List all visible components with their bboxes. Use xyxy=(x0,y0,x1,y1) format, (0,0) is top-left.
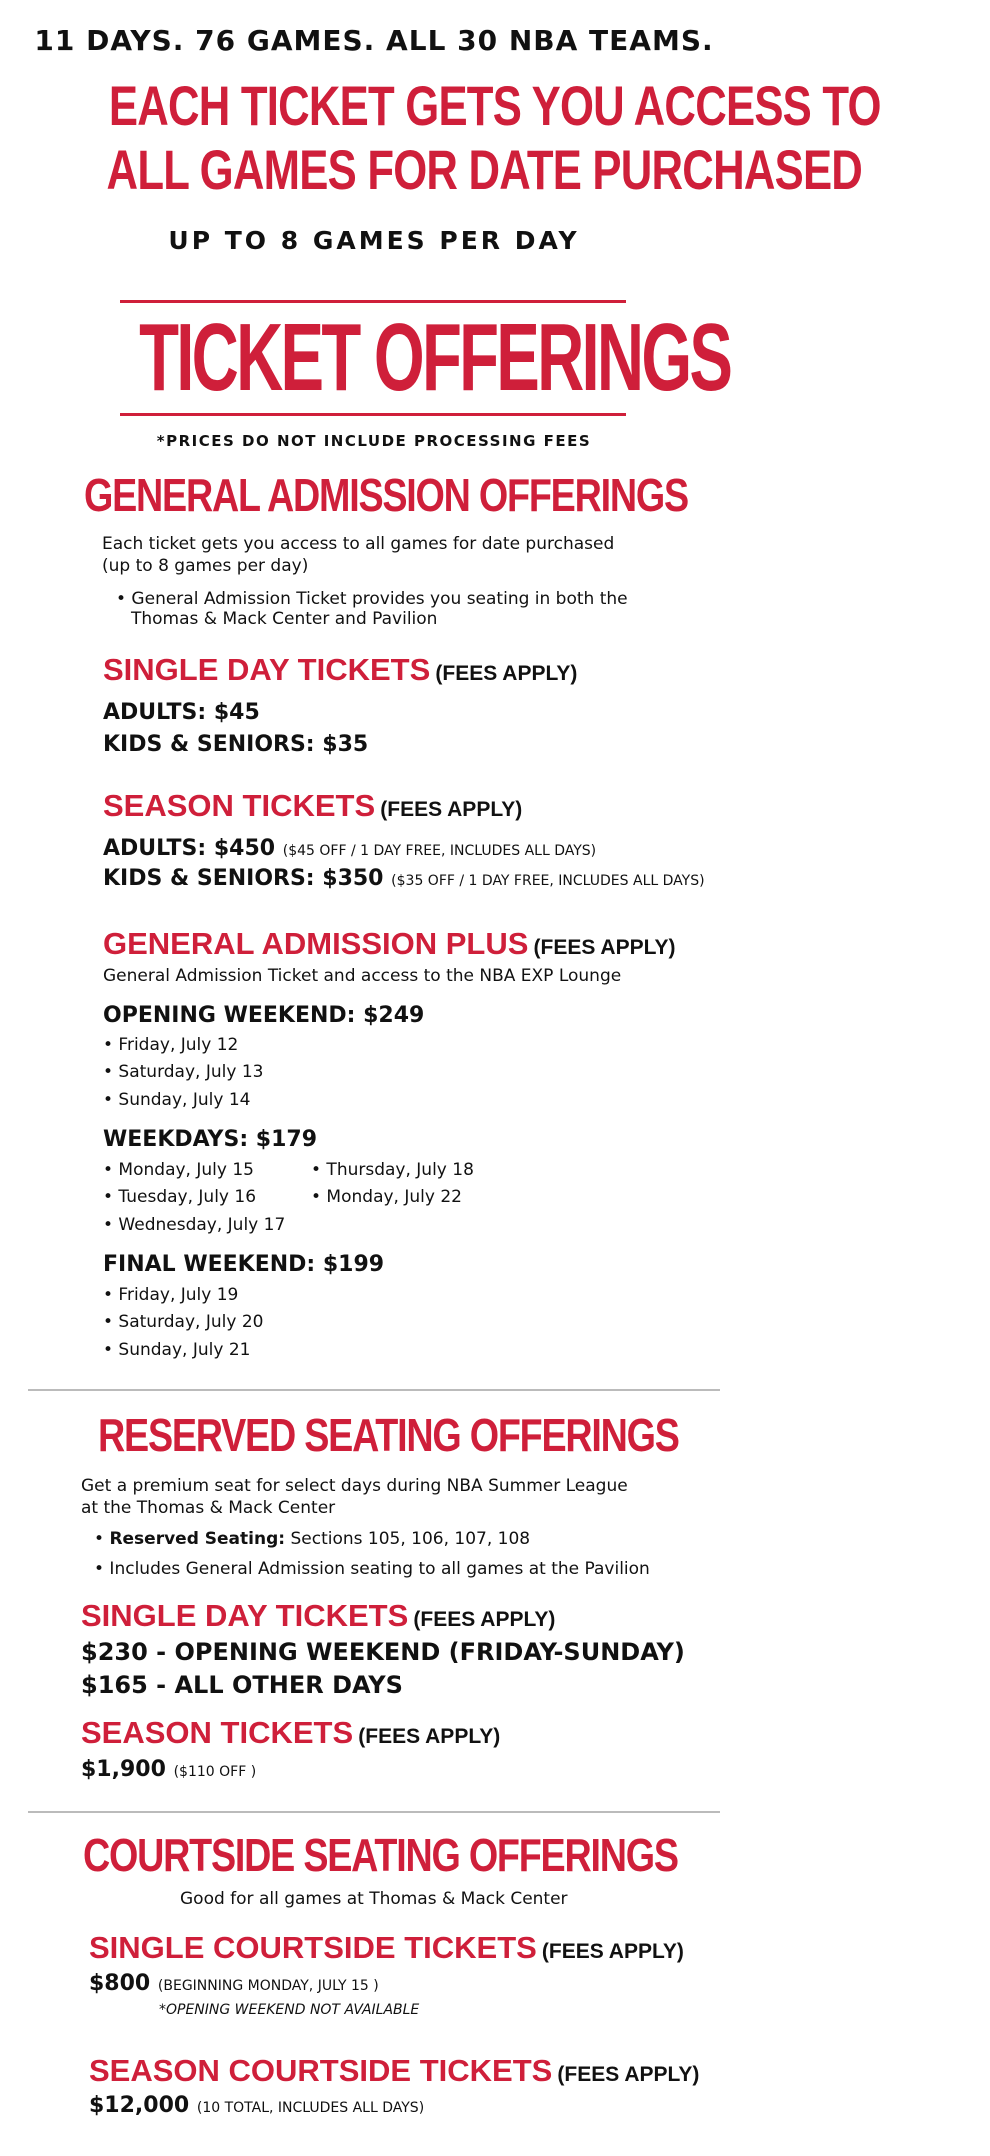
offerings-bottom-rule xyxy=(120,413,626,416)
opening-weekend-title: OPENING WEEKEND: $249 xyxy=(103,1003,425,1028)
general-bullet-2: Thomas & Mack Center and Pavilion xyxy=(131,609,438,629)
ga-plus-desc: General Admission Ticket and access to the NBA EXP Lounge xyxy=(103,966,622,986)
courtside-single-price: $800 xyxy=(89,1971,151,1996)
ga-season-kids-note: ($35 OFF / 1 DAY FREE, INCLUDES ALL DAYS) xyxy=(391,873,705,889)
reserved-bullet-2: • Includes General Admission seating to all games at the Pavilion xyxy=(94,1559,650,1579)
reserved-season-title: SEASON TICKETS xyxy=(81,1715,354,1750)
courtside-season-fees: (FEES APPLY) xyxy=(557,2063,700,2086)
ga-season-heading xyxy=(103,788,522,824)
weekday-5: • Monday, July 22 xyxy=(311,1187,462,1207)
courtside-single-fees: (FEES APPLY) xyxy=(541,1940,684,1963)
ga-single-kids: KIDS & SENIORS: $35 xyxy=(103,732,369,757)
ga-single-adults: ADULTS: $45 xyxy=(103,700,260,725)
opening-weekend-unavailable-note: *OPENING WEEKEND NOT AVAILABLE xyxy=(159,2002,420,2018)
games-per-day-subtitle: UP TO 8 GAMES PER DAY xyxy=(168,226,580,255)
ga-season-adults-note: ($45 OFF / 1 DAY FREE, INCLUDES ALL DAYS) xyxy=(282,843,597,859)
top-tagline: 11 DAYS. 76 GAMES. ALL 30 NBA TEAMS. xyxy=(34,24,714,57)
weekday-2: • Tuesday, July 16 xyxy=(103,1187,257,1207)
courtside-season-price: $12,000 xyxy=(89,2093,190,2118)
offerings-title-wrap xyxy=(0,303,748,413)
courtside-season-note: (10 TOTAL, INCLUDES ALL DAYS) xyxy=(196,2100,425,2116)
opening-day-2: • Saturday, July 13 xyxy=(103,1062,264,1082)
ga-plus-heading xyxy=(103,926,676,962)
weekday-3: • Wednesday, July 17 xyxy=(103,1215,286,1235)
ga-single-heading xyxy=(103,652,577,688)
general-bullet-1: • General Admission Ticket provides you seating in both the xyxy=(116,589,628,609)
general-desc-1: Each ticket gets you access to all games for date purchased xyxy=(102,534,615,554)
general-desc-2: (up to 8 games per day) xyxy=(102,556,309,576)
reserved-seating-title: RESERVED SEATING OFFERINGS xyxy=(98,1409,679,1461)
opening-day-3: • Sunday, July 14 xyxy=(103,1090,251,1110)
reserved-desc-1: Get a premium seat for select days during NBA Summer League xyxy=(81,1476,628,1496)
reserved-price-opening: $230 - OPENING WEEKEND (FRIDAY-SUNDAY) xyxy=(81,1638,685,1666)
courtside-season-title: SEASON COURTSIDE TICKETS xyxy=(89,2053,553,2088)
courtside-single-note: (BEGINNING MONDAY, JULY 15 ) xyxy=(157,1978,379,1994)
ga-single-title: SINGLE DAY TICKETS xyxy=(103,652,431,687)
reserved-single-fees: (FEES APPLY) xyxy=(413,1608,556,1631)
reserved-bullet-1-rest: Sections 105, 106, 107, 108 xyxy=(285,1529,531,1549)
reserved-single-title: SINGLE DAY TICKETS xyxy=(81,1598,409,1633)
weekday-4: • Thursday, July 18 xyxy=(311,1160,474,1180)
ga-season-kids: KIDS & SENIORS: $350 xyxy=(103,866,384,891)
hero-line-2-wrap xyxy=(0,138,863,202)
ga-plus-fees: (FEES APPLY) xyxy=(533,936,676,959)
reserved-desc-2: at the Thomas & Mack Center xyxy=(81,1498,336,1518)
ga-season-fees: (FEES APPLY) xyxy=(380,798,523,821)
general-title-wrap xyxy=(84,468,820,522)
reserved-title-wrap xyxy=(98,1408,806,1462)
ga-season-adults-row xyxy=(103,836,596,861)
final-day-3: • Sunday, July 21 xyxy=(103,1340,251,1360)
hero-line-2: ALL GAMES FOR DATE PURCHASED xyxy=(106,138,863,201)
weekday-1: • Monday, July 15 xyxy=(103,1160,254,1180)
reserved-season-fees: (FEES APPLY) xyxy=(358,1725,501,1748)
reserved-season-price: $1,900 xyxy=(81,1757,166,1782)
courtside-season-price-row xyxy=(89,2093,424,2118)
ga-single-fees: (FEES APPLY) xyxy=(435,662,578,685)
ga-season-title: SEASON TICKETS xyxy=(103,788,376,823)
hero-line-1: EACH TICKET GETS YOU ACCESS TO xyxy=(108,74,881,137)
opening-day-1: • Friday, July 12 xyxy=(103,1035,239,1055)
ga-season-adults: ADULTS: $450 xyxy=(103,836,276,861)
courtside-desc: Good for all games at Thomas & Mack Center xyxy=(180,1889,568,1909)
courtside-single-heading xyxy=(89,1930,684,1966)
ga-season-kids-row xyxy=(103,866,705,891)
final-day-2: • Saturday, July 20 xyxy=(103,1312,264,1332)
courtside-season-heading xyxy=(89,2053,699,2089)
reserved-bullet-1-bold: Reserved Seating: xyxy=(109,1529,286,1549)
section-divider-1 xyxy=(28,1389,720,1391)
hero-line-1-wrap xyxy=(0,74,881,138)
reserved-bullet-dot: • xyxy=(94,1529,110,1549)
final-weekend-title: FINAL WEEKEND: $199 xyxy=(103,1252,385,1277)
reserved-season-note: ($110 OFF ) xyxy=(173,1764,257,1780)
reserved-price-other: $165 - ALL OTHER DAYS xyxy=(81,1671,403,1699)
ga-plus-title: GENERAL ADMISSION PLUS xyxy=(103,926,529,961)
courtside-title-wrap xyxy=(83,1828,808,1882)
courtside-single-price-row xyxy=(89,1971,379,1996)
final-day-1: • Friday, July 19 xyxy=(103,1285,239,1305)
reserved-season-price-row xyxy=(81,1757,256,1782)
reserved-season-heading xyxy=(81,1715,500,1751)
section-divider-2 xyxy=(28,1811,720,1813)
courtside-seating-title: COURTSIDE SEATING OFFERINGS xyxy=(83,1829,678,1881)
processing-fees-note: *PRICES DO NOT INCLUDE PROCESSING FEES xyxy=(156,432,592,450)
reserved-single-heading xyxy=(81,1598,555,1634)
general-admission-title: GENERAL ADMISSION OFFERINGS xyxy=(84,469,688,521)
courtside-single-title: SINGLE COURTSIDE TICKETS xyxy=(89,1930,537,1965)
weekdays-title: WEEKDAYS: $179 xyxy=(103,1127,318,1152)
offerings-title: TICKET OFFERINGS xyxy=(139,304,731,411)
reserved-bullet-1 xyxy=(94,1529,530,1549)
